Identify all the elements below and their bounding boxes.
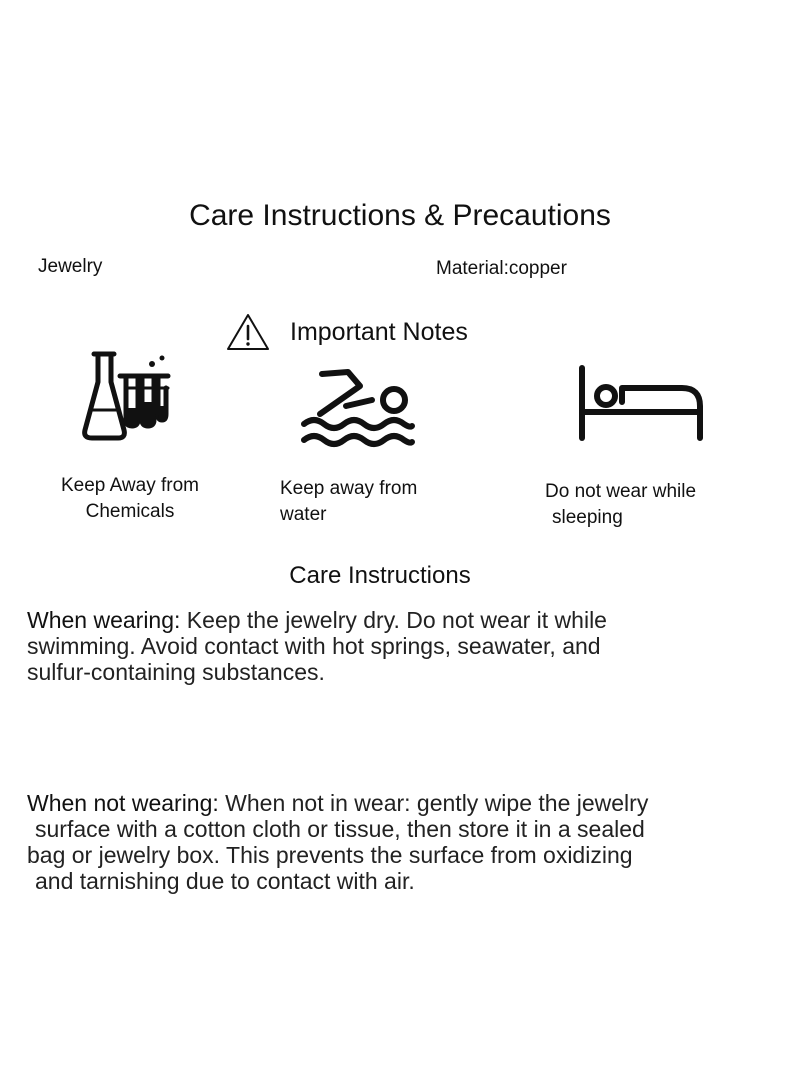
chemical-flask-icon bbox=[80, 348, 172, 444]
when-not-wearing-label: When not wearing: bbox=[27, 790, 219, 816]
precaution-chemicals-caption bbox=[30, 473, 230, 525]
paragraph-line: Keep the jewelry dry. Do not wear it while bbox=[180, 607, 607, 633]
paragraph-line: surface with a cotton cloth or tissue, then store it in a sealed bbox=[35, 816, 645, 842]
paragraph-line: and tarnishing due to contact with air. bbox=[35, 868, 415, 894]
important-notes-label: Important Notes bbox=[290, 317, 468, 346]
material-label: Material:copper bbox=[436, 258, 567, 279]
warning-triangle-icon bbox=[226, 313, 270, 351]
precaution-water-caption bbox=[280, 476, 480, 528]
caption-line: Keep away from bbox=[280, 478, 418, 499]
care-instructions-heading: Care Instructions bbox=[289, 562, 471, 589]
when-wearing-label: When wearing: bbox=[27, 607, 181, 633]
paragraph-line: swimming. Avoid contact with hot springs, seawater, and bbox=[27, 633, 601, 659]
paragraph-line: When not in wear: gently wipe the jewelry bbox=[218, 790, 649, 816]
page-title: Care Instructions & Precautions bbox=[189, 199, 611, 232]
paragraph-line: sulfur-containing substances. bbox=[27, 659, 325, 685]
important-notes-heading bbox=[226, 312, 468, 352]
paragraph-line: bag or jewelry box. This prevents the surface from oxidizing bbox=[27, 842, 633, 868]
when-wearing-paragraph bbox=[27, 607, 767, 685]
caption-line: Do not wear while bbox=[545, 481, 697, 502]
caption-line: Keep Away from bbox=[60, 475, 199, 496]
bed-icon bbox=[574, 364, 708, 442]
caption-line: sleeping bbox=[552, 507, 623, 528]
precaution-sleeping-caption bbox=[545, 479, 755, 531]
caption-line: water bbox=[280, 504, 327, 525]
when-not-wearing-paragraph bbox=[27, 790, 767, 894]
product-type-label: Jewelry bbox=[38, 256, 103, 277]
swimmer-icon bbox=[298, 362, 416, 448]
caption-line: Chemicals bbox=[85, 501, 175, 522]
